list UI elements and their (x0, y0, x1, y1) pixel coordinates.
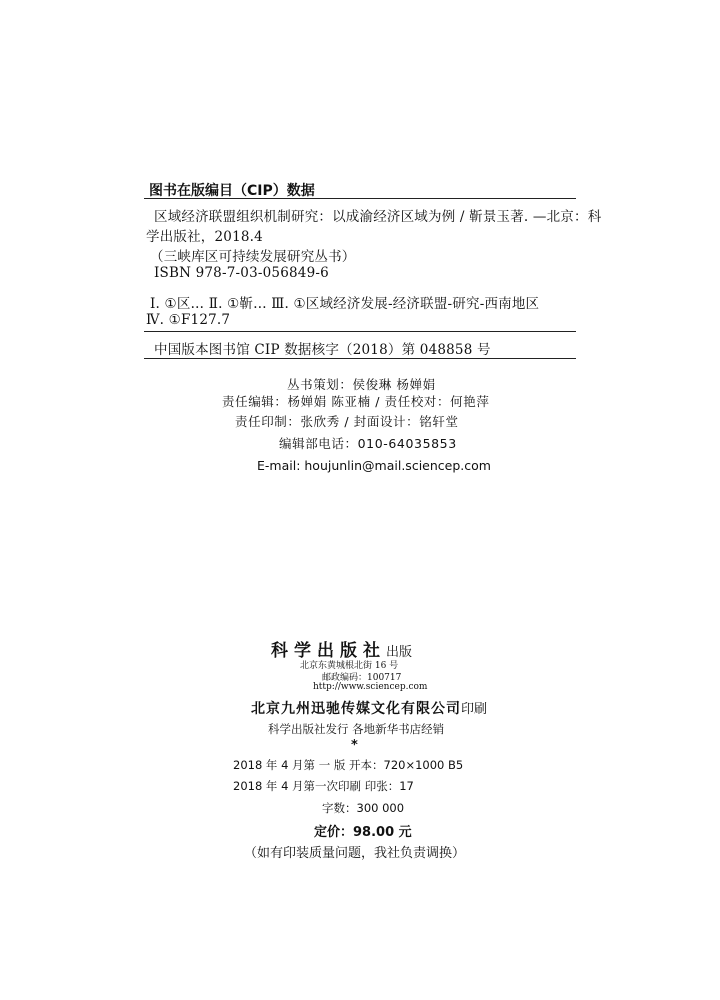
printing-line: 2018 年 4 月第一次印刷 印张：17 (233, 779, 414, 793)
cip-library-number: 中国版本图书馆 CIP 数据核字（2018）第 048858 号 (154, 342, 491, 358)
series-planner-credit: 丛书策划：侯俊琳 杨婵娟 (287, 377, 436, 392)
editorial-phone: 编辑部电话：010-64035853 (279, 436, 457, 451)
cip-top-rule (144, 198, 576, 199)
cip-classification-line-2: Ⅳ. ①F127.7 (146, 312, 231, 328)
publisher-name: 科学出版社 (271, 641, 386, 661)
cip-isbn-line: ISBN 978-7-03-056849-6 (154, 265, 329, 281)
cip-title-line-2: 学出版社，2018.4 (146, 229, 263, 245)
edition-line: 2018 年 4 月第 一 版 开本：720×1000 B5 (233, 758, 464, 772)
printer-line (251, 698, 487, 718)
editor-credit: 责任编辑：杨婵娟 陈亚楠 / 责任校对：何艳萍 (222, 394, 490, 409)
printer-suffix: 印刷 (461, 702, 488, 717)
cip-heading: 图书在版编目（CIP）数据 (149, 183, 315, 199)
publisher-address: 北京东黄城根北街 16 号 (300, 661, 399, 671)
cip-middle-rule (144, 331, 576, 332)
cip-title-line-1: 区域经济联盟组织机制研究：以成渝经济区域为例 / 靳景玉著. —北京：科 (154, 209, 602, 225)
cip-series-line: （三峡库区可持续发展研究丛书） (150, 249, 356, 265)
distribution-line: 科学出版社发行 各地新华书店经销 (268, 722, 445, 736)
printing-design-credit: 责任印制：张欣秀 / 封面设计：铭轩堂 (235, 414, 459, 429)
printer-name: 北京九州迅驰传媒文化有限公司 (251, 701, 461, 717)
separator-star: * (351, 738, 358, 753)
cip-classification-line-1: Ⅰ. ①区… Ⅱ. ①靳… Ⅲ. ①区域经济发展-经济联盟-研究-西南地区 (150, 296, 540, 312)
word-count: 字数：300 000 (322, 801, 405, 815)
price: 定价：98.00 元 (314, 825, 412, 840)
quality-notice: （如有印装质量问题，我社负责调换） (244, 846, 466, 861)
publisher-website: http://www.sciencep.com (313, 682, 428, 692)
cip-bottom-rule (144, 358, 576, 359)
publisher-suffix: 出版 (386, 645, 413, 660)
publisher-postcode: 邮政编码：100717 (322, 673, 402, 683)
editorial-email: E-mail: houjunlin@mail.sciencep.com (257, 458, 491, 473)
